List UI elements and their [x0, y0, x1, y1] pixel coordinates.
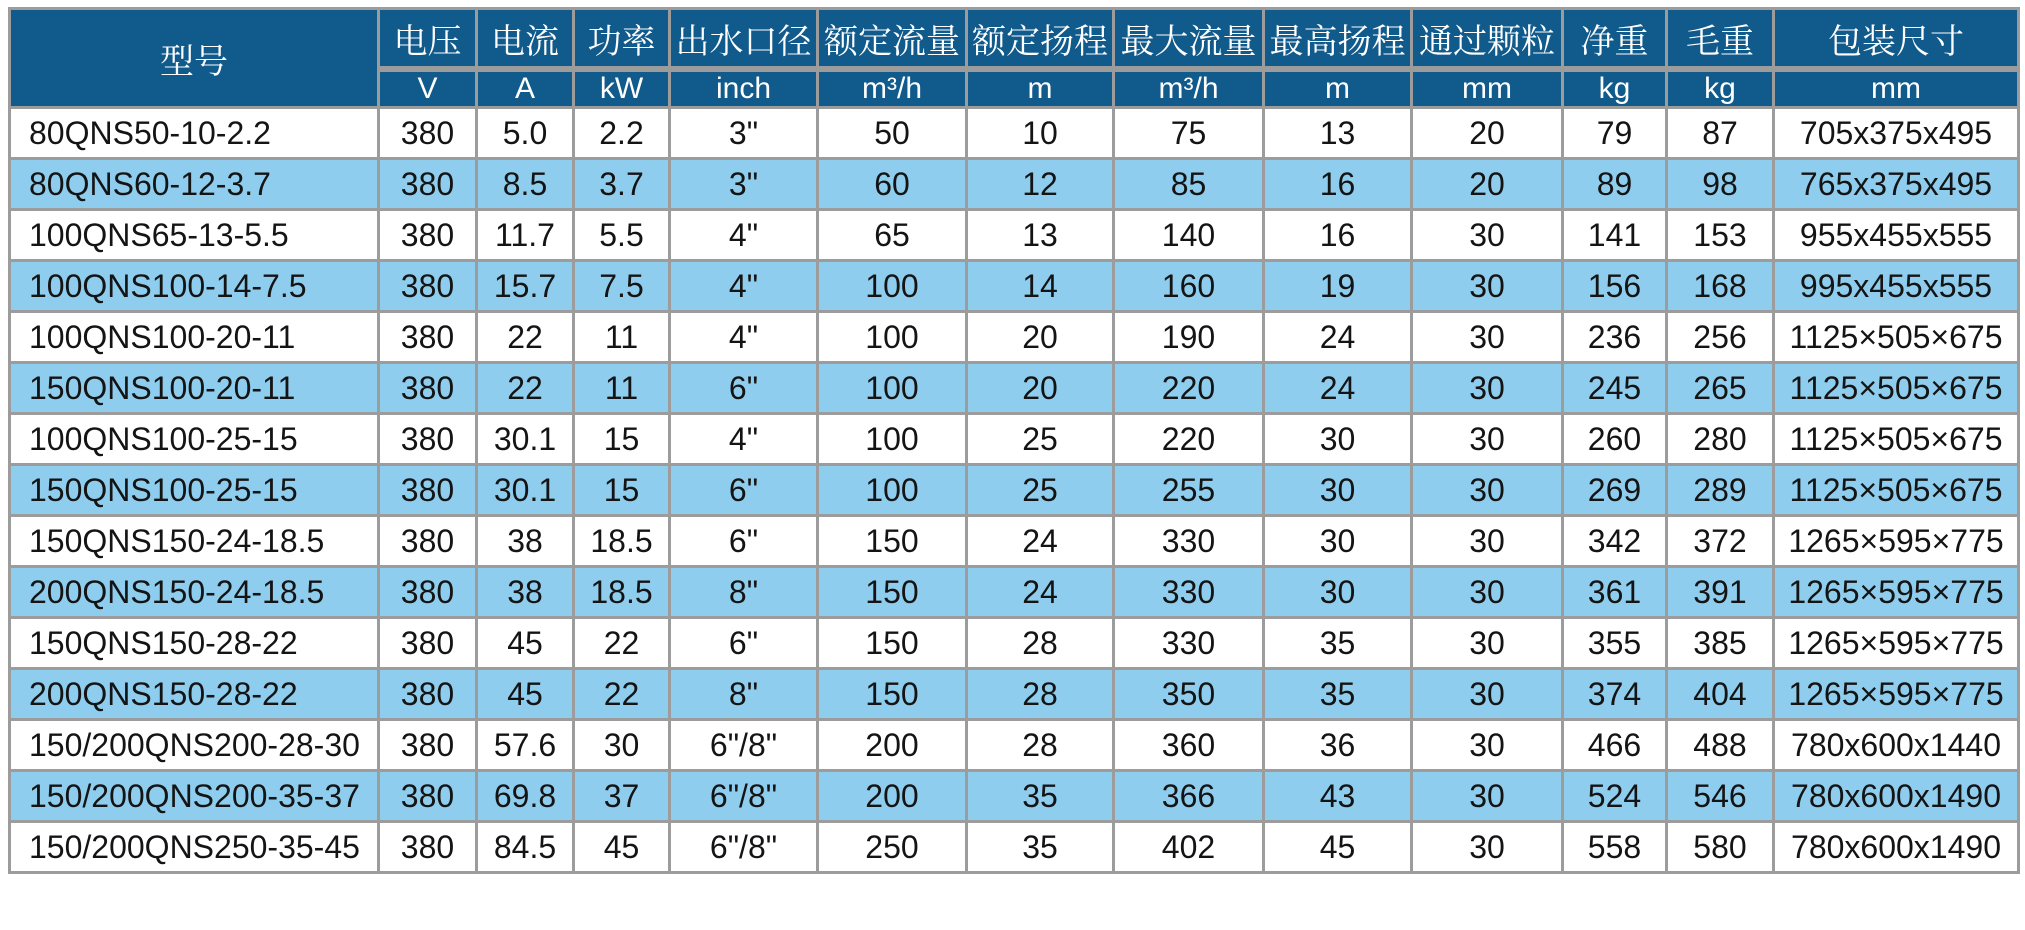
- value-cell: 38: [477, 516, 574, 567]
- table-body: [10, 108, 2019, 873]
- unit-cell: V: [379, 69, 477, 108]
- value-cell: 280: [1667, 414, 1774, 465]
- value-cell: 65: [818, 210, 967, 261]
- value-cell: 100: [818, 414, 967, 465]
- value-cell: 330: [1114, 516, 1264, 567]
- value-cell: 28: [967, 618, 1114, 669]
- model-cell: 150/200QNS200-35-37: [10, 771, 379, 822]
- value-cell: 43: [1264, 771, 1412, 822]
- value-cell: 36: [1264, 720, 1412, 771]
- value-cell: 4": [670, 414, 818, 465]
- unit-cell: kg: [1563, 69, 1667, 108]
- value-cell: 380: [379, 465, 477, 516]
- value-cell: 330: [1114, 567, 1264, 618]
- model-cell: 200QNS150-28-22: [10, 669, 379, 720]
- unit-cell: m³/h: [1114, 69, 1264, 108]
- column-header: 净重: [1563, 9, 1667, 70]
- value-cell: 30: [1412, 363, 1563, 414]
- value-cell: 8": [670, 567, 818, 618]
- unit-cell: m: [967, 69, 1114, 108]
- value-cell: 30: [1412, 822, 1563, 873]
- column-header: 型号: [10, 9, 379, 108]
- value-cell: 380: [379, 771, 477, 822]
- value-cell: 24: [1264, 363, 1412, 414]
- value-cell: 45: [1264, 822, 1412, 873]
- value-cell: 236: [1563, 312, 1667, 363]
- value-cell: 3.7: [574, 159, 670, 210]
- value-cell: 30.1: [477, 465, 574, 516]
- value-cell: 6": [670, 465, 818, 516]
- value-cell: 35: [967, 822, 1114, 873]
- value-cell: 466: [1563, 720, 1667, 771]
- value-cell: 16: [1264, 159, 1412, 210]
- value-cell: 200: [818, 720, 967, 771]
- model-cell: 150QNS100-25-15: [10, 465, 379, 516]
- unit-cell: A: [477, 69, 574, 108]
- value-cell: 11: [574, 363, 670, 414]
- value-cell: 342: [1563, 516, 1667, 567]
- value-cell: 85: [1114, 159, 1264, 210]
- value-cell: 995x455x555: [1774, 261, 2019, 312]
- value-cell: 156: [1563, 261, 1667, 312]
- value-cell: 546: [1667, 771, 1774, 822]
- value-cell: 168: [1667, 261, 1774, 312]
- value-cell: 220: [1114, 363, 1264, 414]
- value-cell: 380: [379, 414, 477, 465]
- model-cell: 80QNS60-12-3.7: [10, 159, 379, 210]
- value-cell: 190: [1114, 312, 1264, 363]
- table-row: [10, 261, 2019, 312]
- model-cell: 150QNS150-24-18.5: [10, 516, 379, 567]
- model-cell: 80QNS50-10-2.2: [10, 108, 379, 159]
- value-cell: 10: [967, 108, 1114, 159]
- table-row: [10, 159, 2019, 210]
- unit-cell: m³/h: [818, 69, 967, 108]
- value-cell: 30: [1412, 516, 1563, 567]
- value-cell: 28: [967, 669, 1114, 720]
- table-row: [10, 516, 2019, 567]
- value-cell: 18.5: [574, 567, 670, 618]
- value-cell: 30: [1264, 414, 1412, 465]
- value-cell: 45: [477, 618, 574, 669]
- value-cell: 150: [818, 516, 967, 567]
- value-cell: 404: [1667, 669, 1774, 720]
- table-header: [10, 9, 2019, 108]
- value-cell: 160: [1114, 261, 1264, 312]
- value-cell: 355: [1563, 618, 1667, 669]
- value-cell: 15: [574, 414, 670, 465]
- model-cell: 100QNS100-20-11: [10, 312, 379, 363]
- value-cell: 5.5: [574, 210, 670, 261]
- value-cell: 3": [670, 108, 818, 159]
- value-cell: 380: [379, 363, 477, 414]
- model-cell: 150/200QNS250-35-45: [10, 822, 379, 873]
- value-cell: 360: [1114, 720, 1264, 771]
- value-cell: 5.0: [477, 108, 574, 159]
- table-row: [10, 567, 2019, 618]
- value-cell: 380: [379, 567, 477, 618]
- value-cell: 30: [1264, 465, 1412, 516]
- value-cell: 580: [1667, 822, 1774, 873]
- model-cell: 150QNS100-20-11: [10, 363, 379, 414]
- value-cell: 380: [379, 261, 477, 312]
- value-cell: 1265×595×775: [1774, 618, 2019, 669]
- value-cell: 150: [818, 669, 967, 720]
- value-cell: 380: [379, 822, 477, 873]
- unit-cell: inch: [670, 69, 818, 108]
- value-cell: 558: [1563, 822, 1667, 873]
- unit-cell: kW: [574, 69, 670, 108]
- value-cell: 60: [818, 159, 967, 210]
- value-cell: 245: [1563, 363, 1667, 414]
- value-cell: 8.5: [477, 159, 574, 210]
- value-cell: 100: [818, 363, 967, 414]
- value-cell: 11.7: [477, 210, 574, 261]
- value-cell: 380: [379, 720, 477, 771]
- value-cell: 372: [1667, 516, 1774, 567]
- value-cell: 250: [818, 822, 967, 873]
- value-cell: 6": [670, 618, 818, 669]
- value-cell: 50: [818, 108, 967, 159]
- value-cell: 150: [818, 567, 967, 618]
- value-cell: 1265×595×775: [1774, 516, 2019, 567]
- value-cell: 6": [670, 516, 818, 567]
- value-cell: 255: [1114, 465, 1264, 516]
- value-cell: 20: [967, 312, 1114, 363]
- value-cell: 25: [967, 465, 1114, 516]
- value-cell: 30: [1412, 771, 1563, 822]
- pump-spec-table: [8, 7, 2020, 874]
- value-cell: 256: [1667, 312, 1774, 363]
- value-cell: 380: [379, 210, 477, 261]
- value-cell: 1125×505×675: [1774, 312, 2019, 363]
- table-row: [10, 363, 2019, 414]
- value-cell: 6"/8": [670, 822, 818, 873]
- value-cell: 1125×505×675: [1774, 414, 2019, 465]
- table-row: [10, 669, 2019, 720]
- table-row: [10, 312, 2019, 363]
- model-cell: 100QNS100-25-15: [10, 414, 379, 465]
- value-cell: 391: [1667, 567, 1774, 618]
- column-header: 出水口径: [670, 9, 818, 70]
- table-row: [10, 822, 2019, 873]
- value-cell: 1265×595×775: [1774, 567, 2019, 618]
- value-cell: 380: [379, 312, 477, 363]
- value-cell: 87: [1667, 108, 1774, 159]
- value-cell: 100: [818, 261, 967, 312]
- value-cell: 402: [1114, 822, 1264, 873]
- value-cell: 380: [379, 108, 477, 159]
- value-cell: 30: [1412, 414, 1563, 465]
- value-cell: 28: [967, 720, 1114, 771]
- value-cell: 11: [574, 312, 670, 363]
- value-cell: 30: [1412, 567, 1563, 618]
- unit-cell: mm: [1412, 69, 1563, 108]
- value-cell: 22: [574, 618, 670, 669]
- column-header: 最高扬程: [1264, 9, 1412, 70]
- column-header: 包装尺寸: [1774, 9, 2019, 70]
- value-cell: 260: [1563, 414, 1667, 465]
- value-cell: 57.6: [477, 720, 574, 771]
- model-cell: 150QNS150-28-22: [10, 618, 379, 669]
- value-cell: 30: [1412, 261, 1563, 312]
- value-cell: 30: [1412, 210, 1563, 261]
- value-cell: 79: [1563, 108, 1667, 159]
- value-cell: 488: [1667, 720, 1774, 771]
- value-cell: 37: [574, 771, 670, 822]
- value-cell: 6"/8": [670, 771, 818, 822]
- value-cell: 15.7: [477, 261, 574, 312]
- value-cell: 89: [1563, 159, 1667, 210]
- value-cell: 6"/8": [670, 720, 818, 771]
- column-header: 电压: [379, 9, 477, 70]
- value-cell: 153: [1667, 210, 1774, 261]
- value-cell: 38: [477, 567, 574, 618]
- value-cell: 35: [1264, 669, 1412, 720]
- value-cell: 220: [1114, 414, 1264, 465]
- value-cell: 366: [1114, 771, 1264, 822]
- value-cell: 3": [670, 159, 818, 210]
- value-cell: 289: [1667, 465, 1774, 516]
- value-cell: 45: [477, 669, 574, 720]
- value-cell: 350: [1114, 669, 1264, 720]
- value-cell: 200: [818, 771, 967, 822]
- value-cell: 780x600x1490: [1774, 822, 2019, 873]
- value-cell: 6": [670, 363, 818, 414]
- value-cell: 4": [670, 261, 818, 312]
- table-row: [10, 771, 2019, 822]
- value-cell: 140: [1114, 210, 1264, 261]
- value-cell: 30.1: [477, 414, 574, 465]
- value-cell: 20: [1412, 159, 1563, 210]
- value-cell: 1265×595×775: [1774, 669, 2019, 720]
- value-cell: 4": [670, 312, 818, 363]
- value-cell: 4": [670, 210, 818, 261]
- value-cell: 19: [1264, 261, 1412, 312]
- header-row: [10, 9, 2019, 70]
- value-cell: 30: [574, 720, 670, 771]
- value-cell: 2.2: [574, 108, 670, 159]
- table-row: [10, 618, 2019, 669]
- value-cell: 13: [967, 210, 1114, 261]
- value-cell: 100: [818, 465, 967, 516]
- unit-cell: kg: [1667, 69, 1774, 108]
- value-cell: 12: [967, 159, 1114, 210]
- table-row: [10, 465, 2019, 516]
- table-row: [10, 720, 2019, 771]
- value-cell: 75: [1114, 108, 1264, 159]
- column-header: 毛重: [1667, 9, 1774, 70]
- value-cell: 705x375x495: [1774, 108, 2019, 159]
- model-cell: 100QNS100-14-7.5: [10, 261, 379, 312]
- value-cell: 7.5: [574, 261, 670, 312]
- column-header: 通过颗粒: [1412, 9, 1563, 70]
- value-cell: 69.8: [477, 771, 574, 822]
- value-cell: 30: [1412, 720, 1563, 771]
- value-cell: 330: [1114, 618, 1264, 669]
- table-row: [10, 210, 2019, 261]
- value-cell: 100: [818, 312, 967, 363]
- value-cell: 524: [1563, 771, 1667, 822]
- value-cell: 22: [477, 363, 574, 414]
- value-cell: 20: [967, 363, 1114, 414]
- column-header: 电流: [477, 9, 574, 70]
- model-cell: 100QNS65-13-5.5: [10, 210, 379, 261]
- value-cell: 30: [1412, 312, 1563, 363]
- value-cell: 380: [379, 618, 477, 669]
- column-header: 额定流量: [818, 9, 967, 70]
- unit-cell: mm: [1774, 69, 2019, 108]
- value-cell: 385: [1667, 618, 1774, 669]
- value-cell: 98: [1667, 159, 1774, 210]
- value-cell: 30: [1412, 465, 1563, 516]
- value-cell: 30: [1264, 516, 1412, 567]
- value-cell: 30: [1264, 567, 1412, 618]
- value-cell: 24: [967, 516, 1114, 567]
- table-row: [10, 108, 2019, 159]
- value-cell: 955x455x555: [1774, 210, 2019, 261]
- value-cell: 141: [1563, 210, 1667, 261]
- column-header: 功率: [574, 9, 670, 70]
- value-cell: 22: [574, 669, 670, 720]
- value-cell: 35: [1264, 618, 1412, 669]
- value-cell: 265: [1667, 363, 1774, 414]
- value-cell: 22: [477, 312, 574, 363]
- value-cell: 780x600x1490: [1774, 771, 2019, 822]
- value-cell: 45: [574, 822, 670, 873]
- value-cell: 18.5: [574, 516, 670, 567]
- value-cell: 24: [1264, 312, 1412, 363]
- value-cell: 380: [379, 669, 477, 720]
- model-cell: 150/200QNS200-28-30: [10, 720, 379, 771]
- unit-cell: m: [1264, 69, 1412, 108]
- value-cell: 16: [1264, 210, 1412, 261]
- column-header: 额定扬程: [967, 9, 1114, 70]
- value-cell: 30: [1412, 669, 1563, 720]
- value-cell: 84.5: [477, 822, 574, 873]
- value-cell: 24: [967, 567, 1114, 618]
- model-cell: 200QNS150-24-18.5: [10, 567, 379, 618]
- value-cell: 765x375x495: [1774, 159, 2019, 210]
- value-cell: 1125×505×675: [1774, 465, 2019, 516]
- value-cell: 13: [1264, 108, 1412, 159]
- value-cell: 25: [967, 414, 1114, 465]
- value-cell: 150: [818, 618, 967, 669]
- value-cell: 780x600x1440: [1774, 720, 2019, 771]
- column-header: 最大流量: [1114, 9, 1264, 70]
- value-cell: 374: [1563, 669, 1667, 720]
- value-cell: 8": [670, 669, 818, 720]
- value-cell: 361: [1563, 567, 1667, 618]
- value-cell: 380: [379, 159, 477, 210]
- value-cell: 15: [574, 465, 670, 516]
- value-cell: 14: [967, 261, 1114, 312]
- value-cell: 35: [967, 771, 1114, 822]
- value-cell: 30: [1412, 618, 1563, 669]
- value-cell: 380: [379, 516, 477, 567]
- value-cell: 20: [1412, 108, 1563, 159]
- table-row: [10, 414, 2019, 465]
- value-cell: 269: [1563, 465, 1667, 516]
- value-cell: 1125×505×675: [1774, 363, 2019, 414]
